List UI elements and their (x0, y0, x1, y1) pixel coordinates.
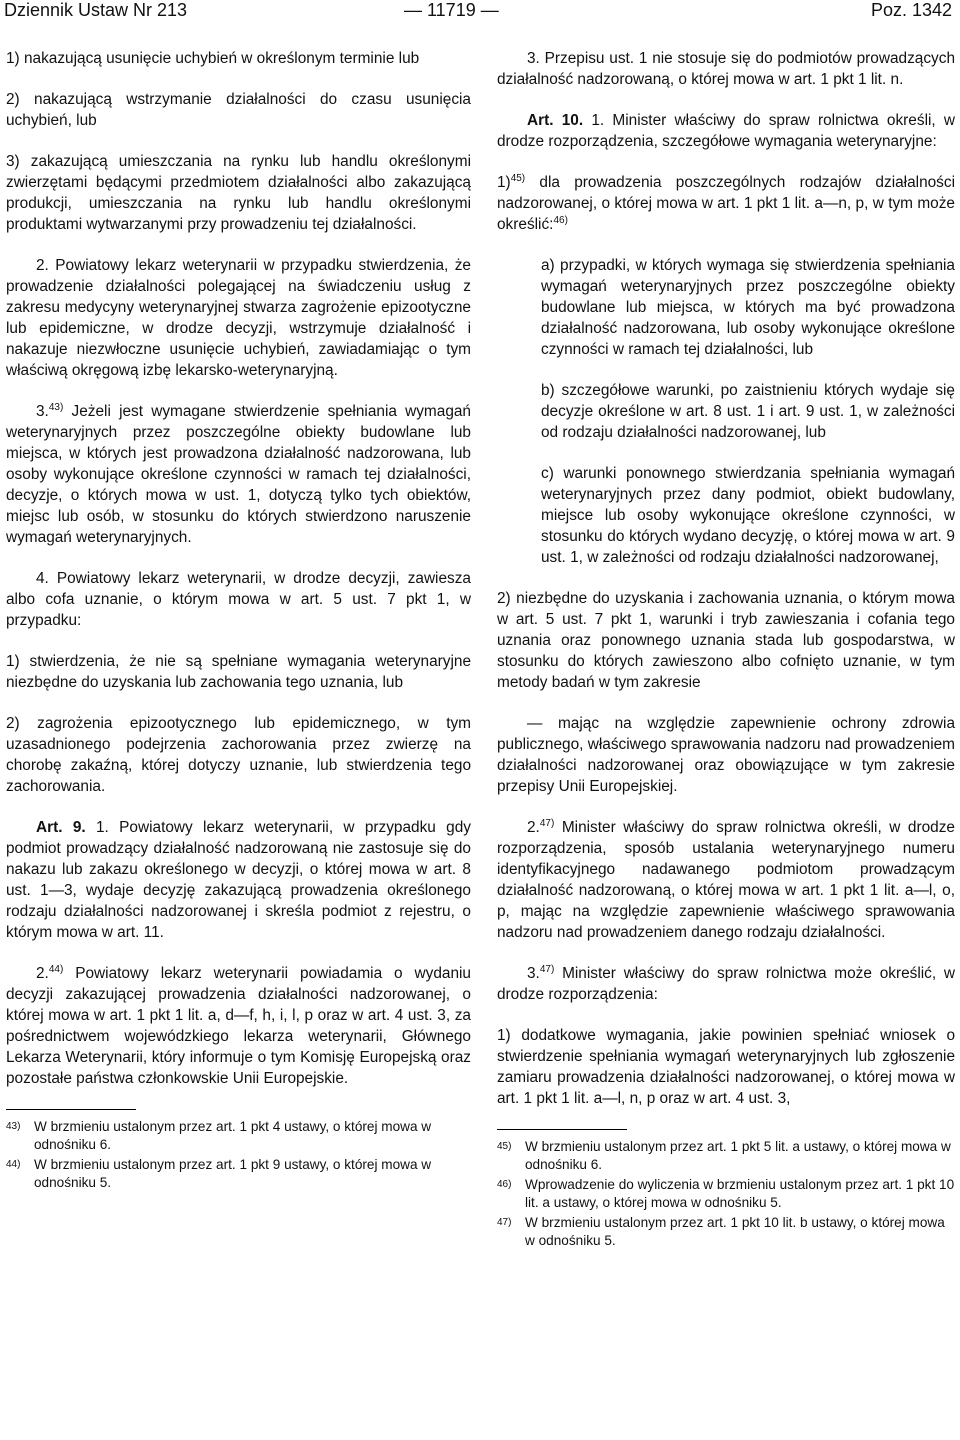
article-9-paragraph-2: 2.$^{44)}$ Powiatowy lekarz weterynarii powiadamia o wydaniu decyzji zakazującej prowadzenia działalności nadzorowanej, o której mowa w art. 1 pkt 1 lit. a, d—f, h, i, l, p oraz w art. 4 ust. 3, za pośrednictwem wojewódzkiego lekarza weterynarii, Głównego Lekarza Weterynarii, który informuje o tym Komisję Europejską oraz pozostałe państwa członkowskie Unii Europejskie. (6, 963, 471, 1087)
paragraph-2: 2. Powiatowy lekarz weterynarii w przypadku stwierdzenia, że prowadzenie działalności polegającej na świadczeniu usług z zakresu medycyny weterynaryjnej stwarza zagrożenie epizootyczne lub epidemiczne, w drodze decyzji, wstrzymuje działalność i nakazuje niezwłoczne usunięcie uchybień, zawiadamiając o tym właściwą okręgową izbę lekarsko-weterynaryjną. (6, 257, 471, 379)
item-c: c) warunki ponownego stwierdzania spełniania wymagań weterynaryjnych przez dany podmiot, obiekt budowlany, miejsce lub osoby wykonujące określone czynności, w stosunku do których wydano decyzję, o której mowa w art. 9 ust. 1, w zależności od rodzaju działalności nadzorowanej, (541, 465, 955, 566)
item-a: a) przypadki, w których wymaga się stwierdzenia spełniania wymagań weterynaryjnych przez poszczególne obiekty budowlane lub miejsca, w których ma być prowadzona działalność nadzorowana, lub osoby wykonujące określone czynności w ramach tej działalności, lub (541, 257, 955, 358)
paragraph-4-item-1: 1) stwierdzenia, że nie są spełniane wymagania weterynaryjne niezbędne do uzyskania lub zachowania tego uznania, lub (6, 653, 471, 691)
right-column (497, 48, 955, 1252)
footnote-47: 47) W brzmieniu ustalonym przez art. 1 pkt 10 lit. b ustawy, o której mowa w odnośniku 5. (497, 1215, 945, 1248)
footnote-44: 44) W brzmieniu ustalonym przez art. 1 pkt 9 ustawy, o której mowa w odnośniku 5. (6, 1157, 432, 1190)
page-header (4, 0, 952, 22)
footnote-ref-45: 45) (510, 172, 526, 184)
paragraph-4: 4. Powiatowy lekarz weterynarii, w drodze decyzji, zawiesza albo cofa uznanie, o którym mowa w art. 5 ust. 7 pkt 1, w przypadku: (6, 570, 471, 629)
article-10-paragraph-3-item-1: 1) dodatkowe wymagania, jakie powinien spełniać wniosek o stwierdzenie spełniania wymagań weterynaryjnych lub zgłoszenie zamiaru prowadzenia działalności nadzorowanej, o której mowa w art. 1 pkt 1 lit. a—l, n, p oraz w art. 4 ust. 3, (497, 1027, 955, 1107)
article-9-label: Art. 9. (36, 819, 86, 836)
footnote-ref-46: 46) (553, 214, 568, 226)
footnote-ref-47a: 47) (539, 817, 555, 829)
closing-clause: — mając na względzie zapewnienie ochrony zdrowia publicznego, właściwego sprawowania nadzoru nad prowadzeniem działalności nadzorowanej oraz obowiązujące w tym zakresie przepisy Unii Europejskiej. (497, 715, 955, 795)
article-10-paragraph-2: 2.$^{47)}$ Minister właściwy do spraw rolnictwa określi, w drodze rozporządzenia, sposób ustalania weterynaryjnego numeru identyfikacyjnego nadawanego podmiotom prowadzącym działalność nadzorowaną, o której mowa w art. 1 pkt 1 lit. a—l, o, p, mając na względzie zapewnienie właściwego sprawowania nadzoru nad prowadzeniem danego rodzaju działalności. (497, 817, 955, 941)
left-column (6, 48, 471, 1194)
article-9: Art. 9. 1. Powiatowy lekarz weterynarii, w przypadku gdy podmiot prowadzący działalność nadzorowaną nie zastosuje się do nakazu lub zakazu określonego w decyzji, o której mowa w art. 8 ust. 1—3, wydaje decyzję zakazującą prowadzenia określonego rodzaju działalności nadzorowanej i skreśla podmiot z rejestru, o którym mowa w art. 11. (6, 819, 471, 941)
article-10-paragraph-3: 3.$^{47)}$ Minister właściwy do spraw rolnictwa może określić, w drodze rozporządzenia: (497, 963, 956, 1003)
article-10-label: Art. 10. (527, 112, 584, 129)
footnote-divider-right (497, 1129, 627, 1130)
item-b: b) szczegółowe warunki, po zaistnieniu których wydaje się decyzje określone w art. 8 ust. 1 i art. 9 ust. 1, w zależności od rodzaju działalności nadzorowanej, lub (541, 382, 955, 441)
footnote-divider (6, 1109, 136, 1110)
footnote-43: 43) W brzmieniu ustalonym przez art. 1 pkt 4 ustawy, o której mowa w odnośniku 6. (6, 1119, 432, 1152)
footnote-ref-44: 44) (48, 963, 64, 975)
footnote-45: 45) W brzmieniu ustalonym przez art. 1 pkt 5 lit. a ustawy, o której mowa w odnośniku 6. (497, 1139, 951, 1172)
paragraph-4-item-2: 2) zagrożenia epizootycznego lub epidemicznego, w tym uzasadnionego podejrzenia zachorowania przez zwierzę na chorobę zakaźną, której dotyczy uznanie, lub stwierdzenia tego zachorowania. (6, 715, 471, 795)
footnote-46: 46) Wprowadzenie do wyliczenia w brzmieniu ustalonym przez art. 1 pkt 10 lit. a ustawy, o której mowa w odnośniku 5. (497, 1177, 955, 1210)
footnote-ref-43: 43) (48, 401, 64, 413)
paragraph-3: 3.$^{43)}$ Jeżeli jest wymagane stwierdzenie spełniania wymagań weterynaryjnych przez poszczególne obiekty budowlane lub miejsca, w których jest prowadzona działalność nadzorowana, lub osoby wykonujące określone czynności w ramach tej działalności, decyzje, o których mowa w ust. 1, dotyczą tylko tych obiektów, miejsc lub osób, w stosunku do których stwierdzono naruszenie wymagań weterynaryjnych. (6, 401, 471, 546)
item-2: 2) nakazującą wstrzymanie działalności do czasu usunięcia uchybień, lub (6, 91, 471, 129)
paragraph-3-right: 3. Przepisu ust. 1 nie stosuje się do podmiotów prowadzących działalność nadzorowaną, o której mowa w art. 1 pkt 1 lit. n. (497, 50, 955, 88)
article-10: Art. 10. 1. Minister właściwy do spraw rolnictwa określi, w drodze rozporządzenia, szczegółowe wymagania weterynaryjne: (497, 112, 956, 150)
article-10-item-2: 2) niezbędne do uzyskania i zachowania uznania, o którym mowa w art. 5 ust. 7 pkt 1, warunki i tryb zawieszania i cofania tego uznania oraz ponownego uznania stada lub gospodarstwa, w stosunku do których zawieszono albo cofnięto uznanie, w tym metody badań w tym zakresie (497, 590, 955, 691)
journal-title: Dziennik Ustaw Nr 213 (4, 0, 188, 20)
footnote-ref-47b: 47) (539, 963, 555, 975)
item-1: 1) nakazującą usunięcie uchybień w określonym terminie lub (6, 50, 420, 67)
page-number: — 11719 — (404, 0, 499, 20)
position-number: Poz. 1342 (870, 0, 952, 20)
article-10-item-1: 1)$^{45)}$ dla prowadzenia poszczególnych rodzajów działalności nadzorowanej, o której mowa w art. 1 pkt 1 lit. a—n, p, w tym może określić:$^{46)}$ (497, 172, 955, 233)
item-3: 3) zakazującą umieszczania na rynku lub handlu określonymi zwierzętami będącymi przedmiotem działalności albo zakazującą produkcji, umieszczania na rynku lub handlu określonymi produktami wytwarzanymi przy prowadzeniu tej działalności. (6, 153, 471, 233)
